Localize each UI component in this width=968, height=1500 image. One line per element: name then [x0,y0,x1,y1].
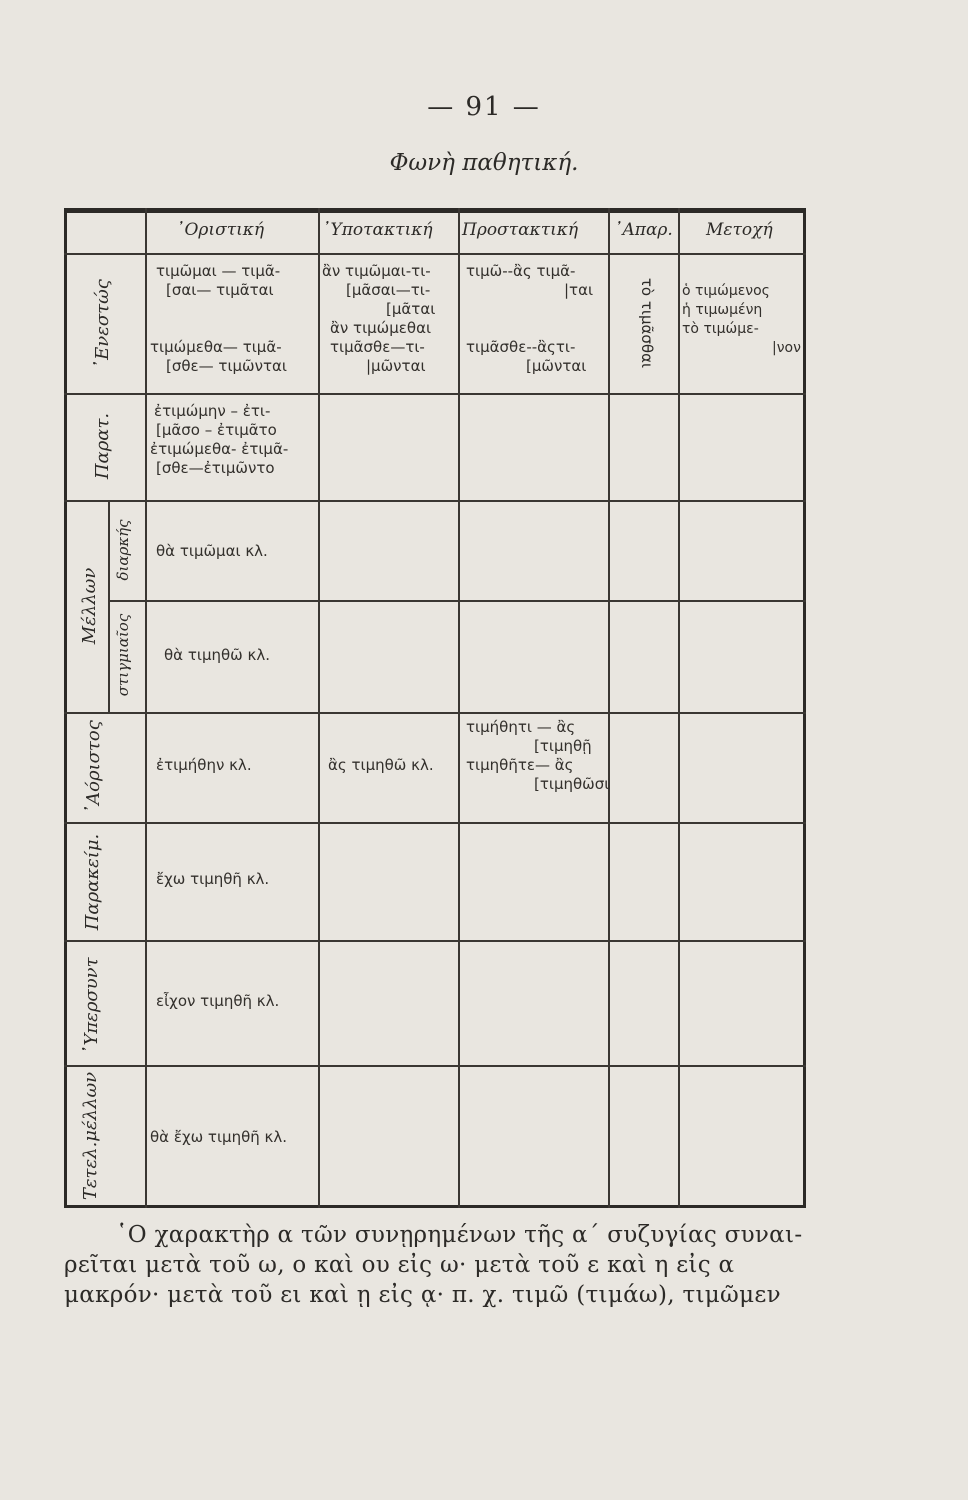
cell-tetelesmenos-oristiki: θὰ ἔχω τιμηθῆ κλ. [150,1128,288,1146]
header-metochi: Μετοχή [706,220,773,240]
cell-line [466,319,593,338]
row-label-mellon-stigmiaios: στιγμιαῖος [114,613,132,697]
cell-line: τιμᾶσθε--ἂςτι- [466,338,576,356]
page-heading: Φωνὴ παθητική. [389,150,579,176]
row-label-mellon: Μέλλων [79,567,100,645]
row-rule-ypersyntelikos [64,1065,806,1067]
cell-line: |ται [564,281,594,299]
row-label-parakeimenos: Παρακείμ. [82,833,103,931]
cell-line: |μῶνται [366,357,426,375]
page-number: — 91 — [427,92,541,122]
cell-line: τιμῶμαι — τιμᾶ- [156,262,281,280]
cell-line [466,300,593,319]
row-rule-mellon-diarkis [108,600,806,602]
row-rule-parakeimenos [64,940,806,942]
cell-line: τιμηθῆτε— ἂς [466,756,574,774]
paragraph-line-2: ρεῖται μετὰ τοῦ ω, ο καὶ ου εἰς ω· μετὰ τοῦ ε καὶ η εἰς α [64,1252,735,1278]
cell-line: |νον [772,340,801,356]
cell-line: τὸ τιμώμε- [682,321,759,337]
cell-enestos-oristiki [150,262,287,376]
cell-mellon-stigmiaios-oristiki: θὰ τιμηθῶ κλ. [164,646,270,664]
cell-paratatikos-oristiki [150,402,288,478]
cell-line [150,300,287,319]
cell-line: [μᾶσο – ἐτιμᾶτο [156,421,277,439]
cell-line: [σθε—ἐτιμῶντο [156,459,275,477]
header-aparemfato: ᾿Απαρ. [614,220,673,240]
cell-line: τιμῶ--ἂς τιμᾶ- [466,262,576,280]
cell-enestos-ypotaktiki [322,262,435,376]
body-paragraph [64,1220,824,1310]
cell-line: [σαι— τιμᾶται [166,281,274,299]
cell-ypersyntelikos-oristiki: εἶχον τιμηθῆ κλ. [156,992,280,1010]
cell-line: [μῶνται [526,357,587,375]
row-rule-enestos [64,393,806,395]
row-label-ypersyntelikos: ᾿Υπερσυντ [81,957,102,1055]
cell-aoristos-oristiki: ἐτιμήθην κλ. [156,756,252,774]
row-rule-paratatikos [64,500,806,502]
row-label-aoristos: ᾿Αόριστος [83,720,104,814]
row-label-tetelesmenos: Τετελ.μέλλων [80,1071,101,1201]
cell-enestos-prostaktiki [466,262,593,376]
header-oristiki: ᾿Οριστική [176,220,265,240]
row-label-paratatikos: Παρατ. [92,412,113,480]
cell-line: ἐτιμώμεθα- ἐτιμᾶ- [150,440,289,458]
row-label-enestos: ᾿Ενεστώς [92,279,113,369]
cell-line: [σθε— τιμῶνται [166,357,287,375]
cell-line: τιμᾶσθε—τι- [330,338,425,356]
row-label-mellon-diarkis: διαρκής [114,519,132,581]
col-rule-label [145,208,147,1208]
cell-line: ἂν τιμώμεθαι [330,319,432,337]
cell-enestos-metochi [682,282,801,358]
cell-line: ἂν τιμῶμαι-τι- [322,262,431,280]
paragraph-line-3: μακρόν· μετὰ τοῦ ει καὶ ῃ εἰς ᾳ· π. χ. τιμῶ (τιμάω), τιμῶμεν [64,1282,781,1308]
cell-aoristos-ypotaktiki: ἂς τιμηθῶ κλ. [328,756,434,774]
col-rule-aparemfato [678,208,680,1208]
row-rule-mellon [64,712,806,714]
cell-aoristos-prostaktiki [466,718,609,794]
cell-line: τιμώμεθα— τιμᾶ- [150,338,282,356]
header-rule [64,253,806,255]
header-prostaktiki: Προστακτική [462,220,579,240]
col-rule-oristiki [318,208,320,1208]
paragraph-line-1: ῾Ο χαρακτὴρ α τῶν συνῃρημένων τῆς α΄ συζυγίας συναι- [116,1222,803,1248]
col-rule-prostaktiki [608,208,610,1208]
cell-enestos-aparemfato: τὸ τιμᾶσθαι [638,277,656,369]
cell-line: τιμήθητι — ἂς [466,718,576,736]
cell-line: [τιμηθῶσι [534,775,610,793]
mellon-sub-rule [108,500,110,712]
cell-line: ἐτιμώμην – ἐτι- [154,402,271,420]
cell-line [150,319,287,338]
cell-line: ἡ τιμωμένη [682,302,763,318]
cell-line: ὁ τιμώμενος [682,283,770,299]
header-ypotaktiki: ᾿Υποτακτική [322,220,433,240]
cell-mellon-diarkis-oristiki: θὰ τιμῶμαι κλ. [156,542,268,560]
row-rule-aoristos [64,822,806,824]
cell-line: [μᾶσαι—τι- [346,281,431,299]
col-rule-ypotaktiki [458,208,460,1208]
cell-parakeimenos-oristiki: ἔχω τιμηθῆ κλ. [156,870,270,888]
cell-line: [τιμηθῇ [534,737,592,755]
cell-line: [μᾶται [386,300,436,318]
